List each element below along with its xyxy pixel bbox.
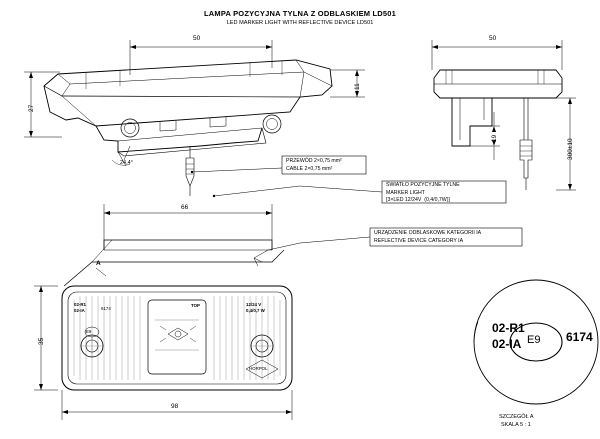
detail-approval-number: 6174 — [566, 330, 593, 344]
detail-emark: E9 — [527, 334, 541, 346]
angle-note: 24,4° — [120, 160, 133, 166]
face-code-line2: 02-IA — [74, 308, 85, 313]
detail-label-line2: SKALA 5 : 1 — [501, 422, 531, 428]
face-emark: E9 — [86, 329, 92, 334]
callout-reflective-line2: REFLECTIVE DEVICE CATEGORY IA — [374, 238, 464, 244]
detail-code-line2: 02-IA — [492, 337, 522, 351]
dim-front-inner-width: 66 — [181, 204, 189, 211]
face-brand: HORPOL — [249, 366, 268, 371]
face-approval-number: 6174 — [101, 306, 111, 311]
callout-reflective-line1: URZĄDZENIE ODBLASKOWE KATEGORII IA — [374, 230, 482, 236]
dim-front-width: 98 — [171, 403, 179, 410]
callout-marker-line3: [3×LED 12/24V (0,4/0,7W)] — [386, 197, 450, 203]
dim-top-right-width: 50 — [489, 35, 497, 42]
page-title: LAMPA POZYCYJNA TYLNA Z ODBLASKIEM LD501 — [203, 9, 397, 18]
face-voltage: 12/24 V — [246, 302, 262, 307]
dim-cable-length: 300±10 — [567, 138, 574, 160]
face-code-line1: 02-R1 — [74, 302, 86, 307]
dim-top-left-thickness: 11 — [354, 83, 361, 90]
face-power: 0,4/0,7 W — [246, 308, 265, 313]
callout-cable-line2: CABLE 2×0,75 mm² — [286, 166, 333, 172]
dim-top-left-height: 27 — [28, 104, 35, 112]
detail-code-line1: 02-R1 — [492, 321, 525, 335]
callout-marker-line2: MARKER LIGHT — [386, 190, 425, 196]
detail-marker-a: A — [96, 260, 101, 267]
dim-bracket-height: 19 — [491, 134, 498, 142]
dim-top-left-width: 50 — [193, 35, 201, 42]
callout-cable-line1: PRZEWÓD 2×0,75 mm² — [286, 158, 342, 164]
page-subtitle: LED MARKER LIGHT WITH REFLECTIVE DEVICE LD501 — [226, 20, 374, 26]
detail-label-line1: SZCZEGÓŁ A — [499, 414, 534, 420]
face-top-label: TOP — [191, 303, 200, 308]
callout-marker-line1: ŚWIATŁO POZYCYJNE TYLNE — [386, 182, 460, 188]
dim-front-height: 35 — [38, 337, 45, 345]
